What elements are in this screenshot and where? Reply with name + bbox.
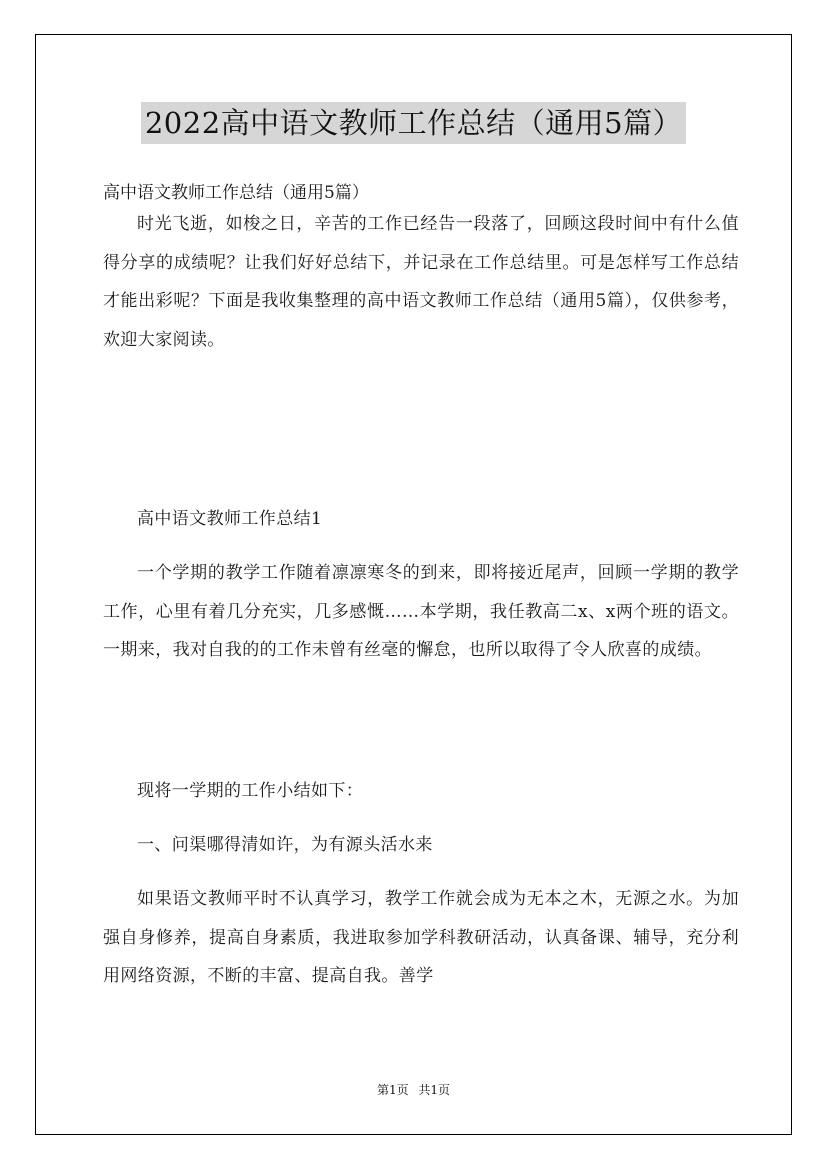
page-footer [0,1082,827,1098]
body-paragraph: 如果语文教师平时不认真学习，教学工作就会成为无本之木，无源之水。为加强自身修养，提高自身素质，我进取参加学科教研活动，认真备课、辅导，充分利用网络资源，不断的丰富、提高自我。善学 [103,889,739,987]
page-number: 第1页 [376,1083,409,1097]
document-subtitle: 高中语文教师工作总结（通用5篇） [103,183,369,203]
intro-paragraph: 时光飞逝，如梭之日，辛苦的工作已经告一段落了，回顾这段时间中有什么值得分享的成绩呢？让我们好好总结下，并记录在工作总结里。可是怎样写工作总结才能出彩呢？下面是我收集整理的高中语文教师工作总结（通用5篇），仅供参考，欢迎大家阅读。 [103,214,739,351]
document-title: 2022高中语文教师工作总结（通用5篇） [141,102,686,144]
body-paragraph: 现将一学期的工作小结如下： [137,781,364,801]
section-heading: 高中语文教师工作总结1 [137,509,323,529]
title-container [0,102,827,144]
page-total: 共1页 [418,1083,451,1097]
subsection-heading: 一、问渠哪得清如许，为有源头活水来 [137,835,433,855]
body-paragraph: 一个学期的教学工作随着凛凛寒冬的到来，即将接近尾声，回顾一学期的教学工作，心里有着几分充实，几多感慨……本学期，我任教高二x、x两个班的语文。一期来，我对自我的的工作未曾有丝毫的懈怠，也所以取得了令人欣喜的成绩。 [103,563,739,661]
